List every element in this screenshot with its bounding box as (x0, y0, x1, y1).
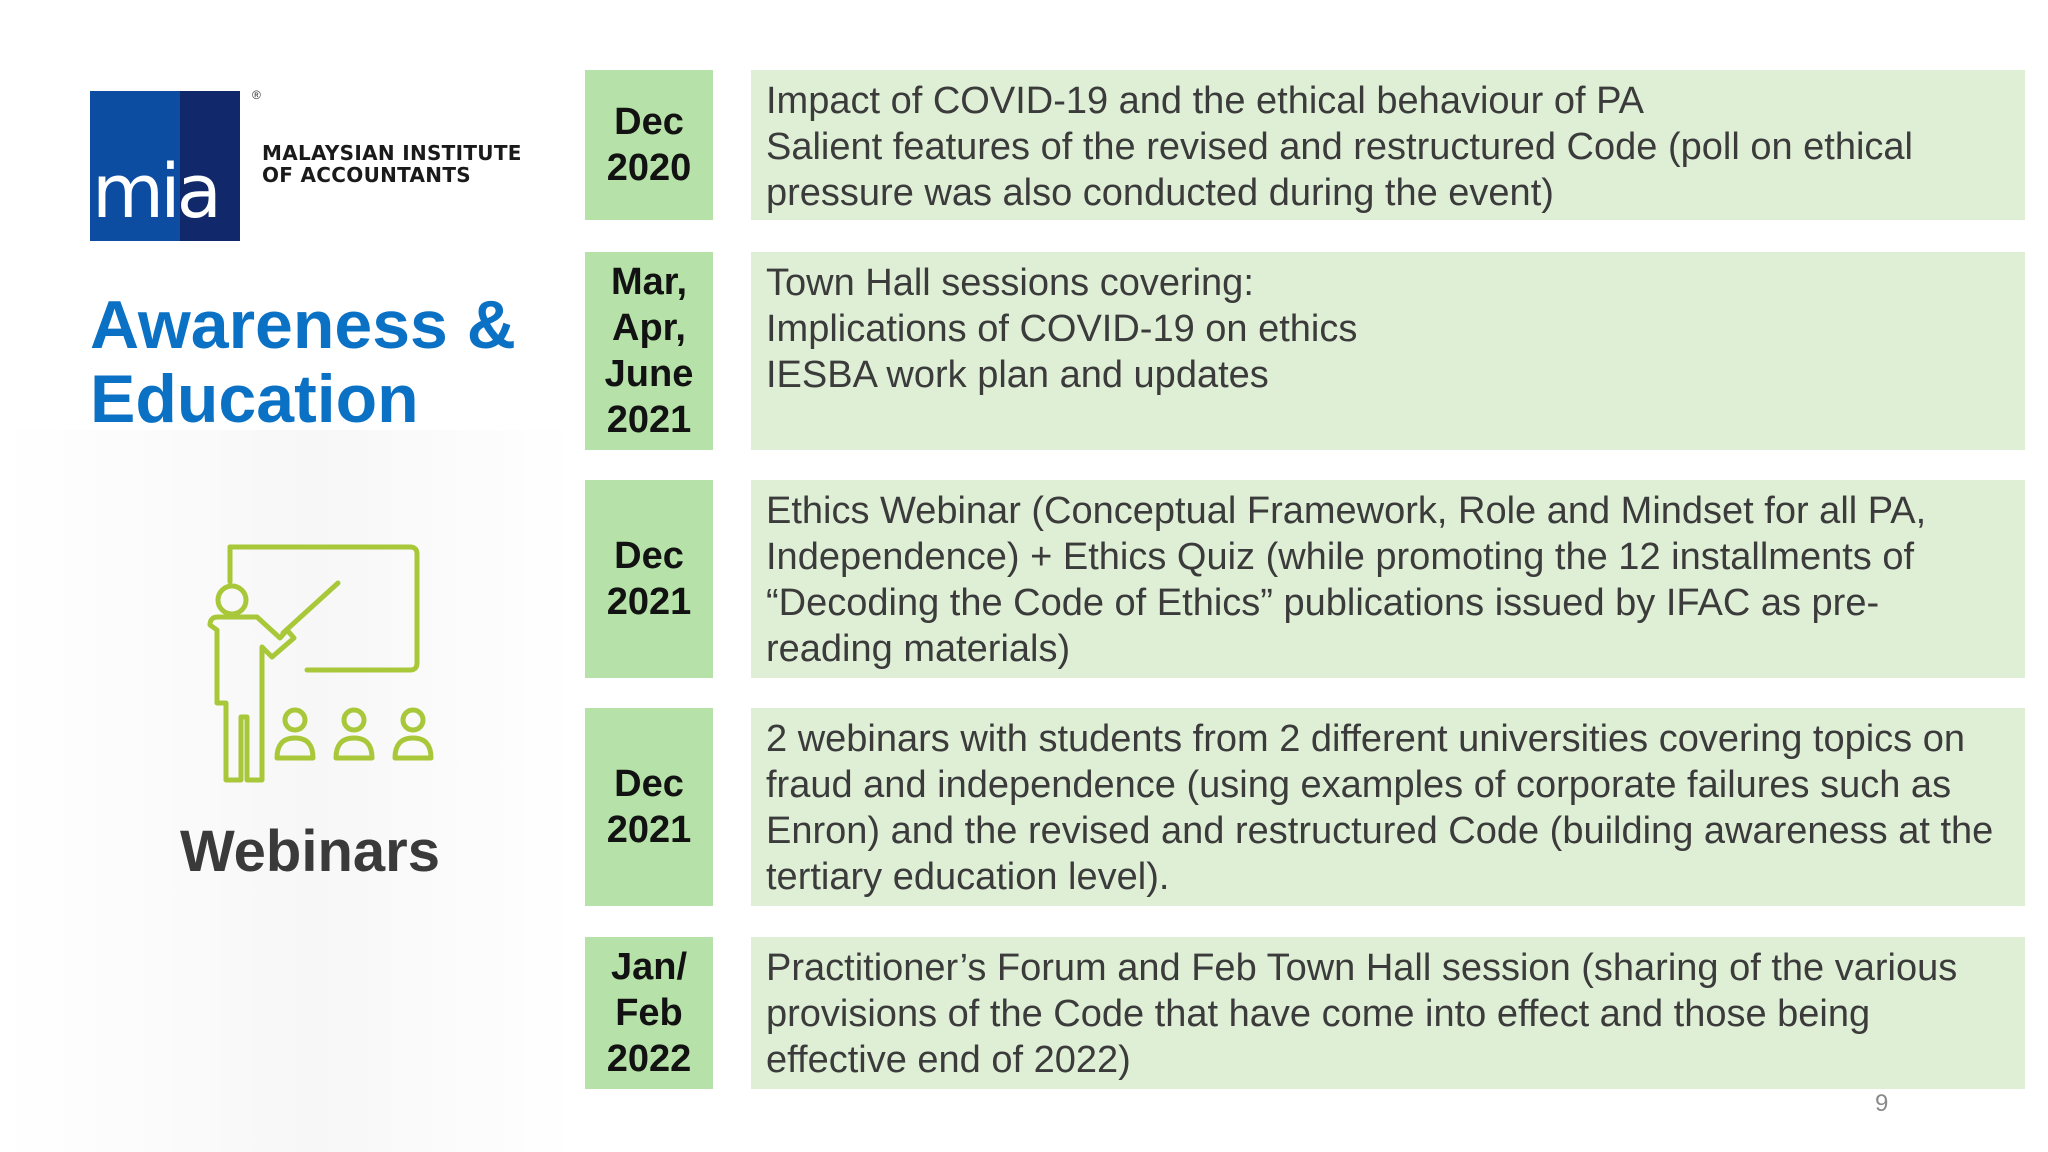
date-cell (585, 70, 713, 220)
date-cell (585, 480, 713, 678)
timeline-row (585, 937, 2025, 1089)
page-title-line2: Education (90, 361, 419, 437)
description-cell: Town Hall sessions covering: Implications of COVID-19 on ethics IESBA work plan and updates (751, 252, 2025, 450)
date-text: Dec 2020 (606, 101, 692, 189)
timeline-row (585, 70, 2025, 220)
description-cell: Impact of COVID-19 and the ethical behaviour of PA Salient features of the revised and restructured Code (poll on ethical pressure was also conducted during the event) (751, 70, 2025, 220)
logo-org-line1: MALAYSIAN INSTITUTE (262, 141, 522, 165)
description-cell: 2 webinars with students from 2 different universities covering topics on fraud and independence (using examples of corporate failures such as Enron) and the revised and restructured Code (building awareness at the tertiary education level). (751, 708, 2025, 906)
logo-mark (90, 91, 240, 241)
date-cell (585, 252, 713, 450)
date-text: Mar, Apr, June 2021 (604, 261, 694, 441)
date-text: Jan/ Feb 2022 (606, 946, 692, 1080)
page-number: 9 (1875, 1090, 1889, 1117)
date-cell (585, 937, 713, 1089)
timeline-row (585, 708, 2025, 906)
timeline-row (585, 252, 2025, 450)
presentation-teacher-audience-icon (185, 535, 445, 785)
logo-org-name (262, 142, 522, 186)
logo-org-line2: OF ACCOUNTANTS (262, 163, 471, 187)
timeline-row (585, 480, 2025, 678)
registered-mark: ® (252, 88, 261, 102)
date-cell (585, 708, 713, 906)
description-cell: Ethics Webinar (Conceptual Framework, Role and Mindset for all PA, Independence) + Ethics Quiz (while promoting the 12 installments of “Decoding the Code of Ethics” publications issued by IFAC as pre- reading materials) (751, 480, 2025, 678)
date-text: Dec 2021 (606, 763, 692, 851)
description-cell: Practitioner’s Forum and Feb Town Hall session (sharing of the various provisions of the Code that have come into effect and those being effective end of 2022) (751, 937, 2025, 1089)
logo-mark-text: mia (92, 149, 218, 235)
date-text: Dec 2021 (606, 535, 692, 623)
webinars-label: Webinars (179, 819, 440, 884)
page-title-line1: Awareness & (90, 287, 516, 363)
page-title (90, 288, 560, 436)
